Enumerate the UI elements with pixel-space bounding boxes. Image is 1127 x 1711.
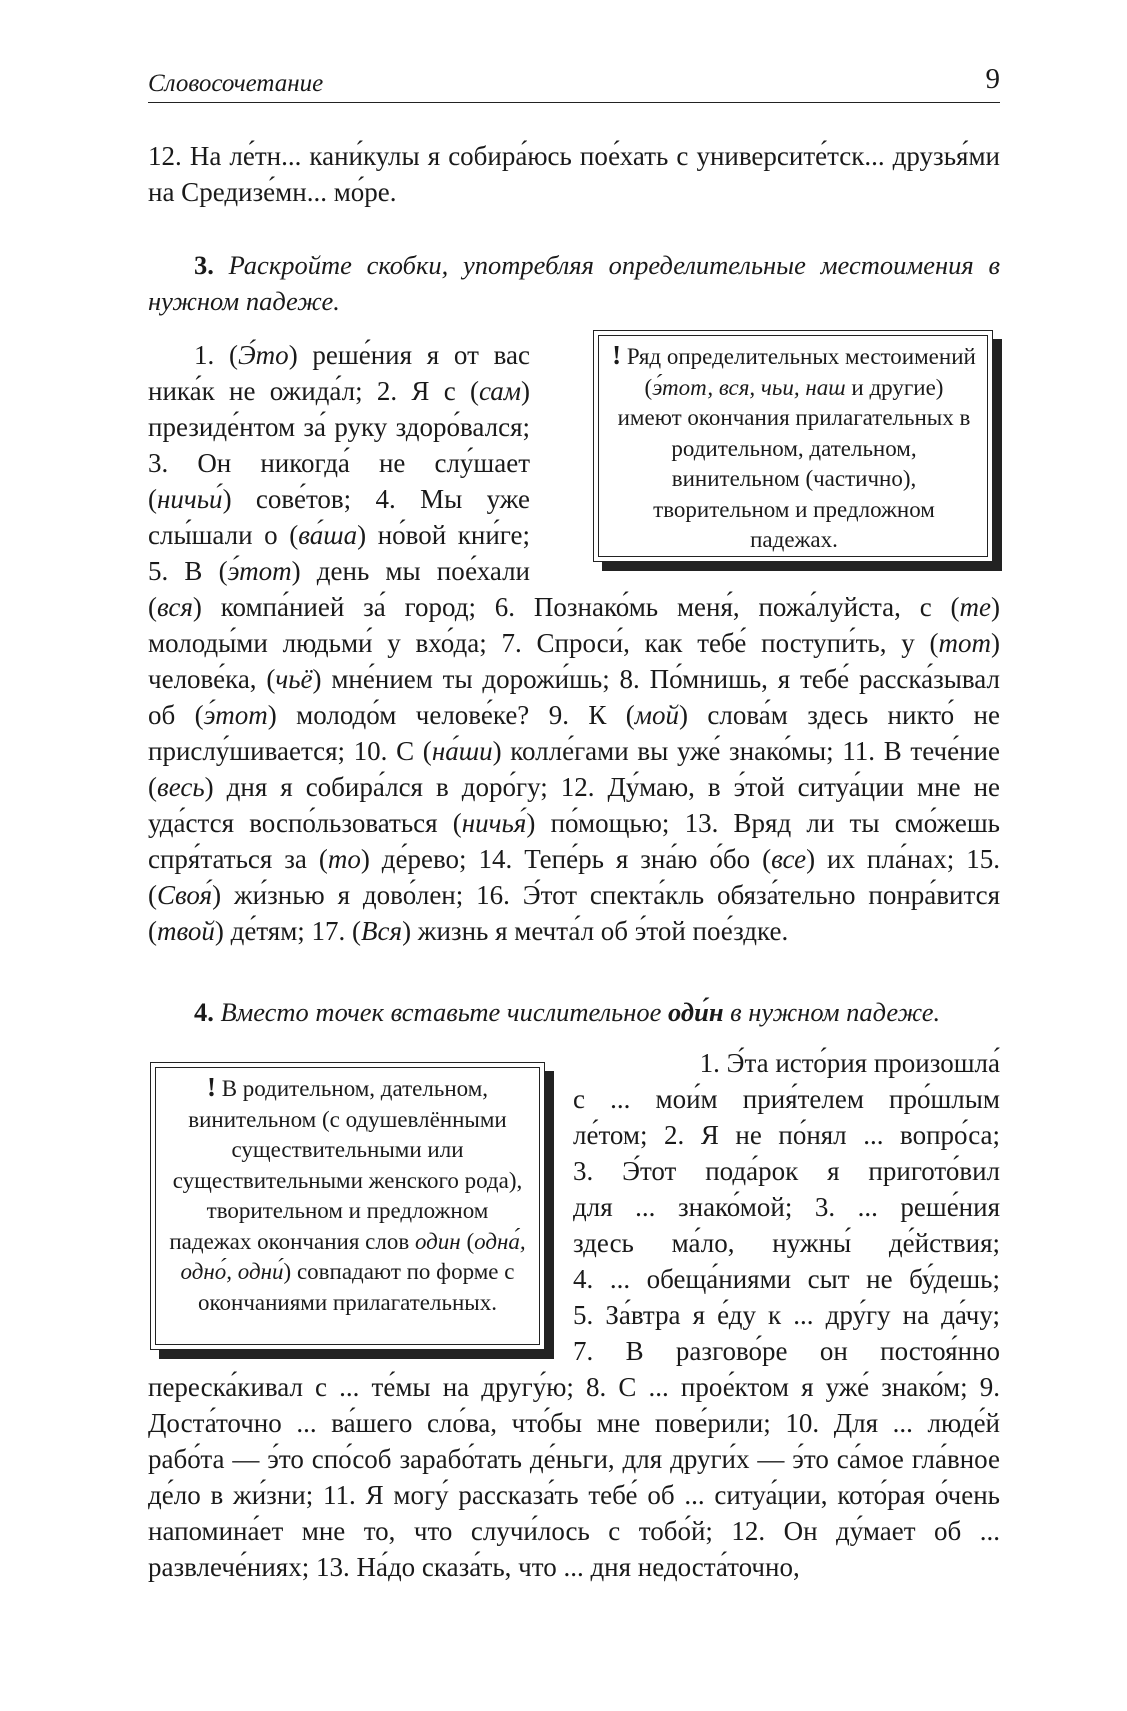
- task-3-number: 3.: [194, 250, 214, 280]
- exercise-3-paragraph: 1. (Э́то) реше́ния я от вас ника́к не ожида́л; 2. Я с (сам) президе́нтом за́ руку здоро́вался; 3. Он никогда́ не слу́шает (ничьи́) сове́тов; 4. Мы уже слы́шали о (ва́ша) но́вой кни́ге; 5. В (э́тот) день мы пое́хали (вся) компа́нией за́ город; 6. Познако́мь меня́, пожа́луйста, с (те) молоды́ми людьми́ у вхо́да; 7. Спроси́, как тебе́ поступи́ть, у (тот) челове́ка, (чьё) мне́нием ты дорожи́шь; 8. По́мнишь, я тебе́ расска́зывал об (э́тот) молодо́м челове́ке? 9. К (мой) слова́м здесь никто́ не прислу́шивается; 10. С (на́ши) колле́гами вы уже́ знако́мы; 11. В тече́ние (весь) дня я собира́лся в доро́гу; 12. Ду́маю, в э́той ситуа́ции мне не уда́стся воспо́льзоваться (ничья́) по́мощью; 13. Вряд ли ты смо́жешь спря́таться за (то) де́рево; 14. Тепе́рь я зна́ю о́бо (все) их пла́нах; 15. (Своя́) жи́знью я дово́лен; 16. Э́тот спекта́кль обяза́тельно понра́вится (твой) де́тям; 17. (Вся) жизнь я мечта́л об э́той пое́здке.: [148, 340, 1000, 946]
- note-2-text: ! В родительном, дательном, винительном (с одушевлёнными существительными или существительными женского рода), творительном и предложном падежах окончания слов один (одна́, одно́, одни́) совпадают по форме с окончаниями прилагательных.: [169, 1072, 526, 1315]
- sentence-12: 12. На ле́тн... кани́кулы я собира́юсь пое́хать с университе́тск... друзья́ми на Средизе́мн... мо́ре.: [148, 141, 1000, 207]
- task-4-number: 4.: [194, 997, 214, 1027]
- section-title: Словосочетание: [148, 70, 324, 97]
- exclamation-icon: !: [206, 1072, 216, 1102]
- task-3-instruction: [148, 247, 1000, 319]
- page-number: 9: [985, 63, 1000, 95]
- task-3-text: Раскройте скобки, употребляя определительные местоимения в нужном падеже.: [148, 250, 1000, 316]
- grammar-note-numeral: [150, 1062, 545, 1350]
- exclamation-icon: !: [612, 340, 622, 370]
- task-4-instruction: 4. Вместо точек вставьте числительное оди́н в нужном падеже.: [194, 997, 941, 1027]
- note-1-text: ! Ряд определительных местоимений (э́тот, вся, чьи, наш и другие) имеют окончания прилагательных в родительном, дательном, винительном (частично), творительном и предложном падежах.: [612, 340, 976, 552]
- exercise-4-continued: переска́кивал с ... те́мы на другу́ю; 8. С ... прое́ктом я уже́ знако́м; 9. Доста́точно ... ва́шего сло́ва, что́бы мне пове́рили; 10. Для ... люде́й рабо́та — э́то спо́соб зарабо́тать де́ньги, для други́х — э́то са́мое гла́вное де́ло в жи́зни; 11. Я могу́ рассказа́ть тебе́ об ... ситуа́ции, кото́рая о́чень напомина́ет мне то, что случи́лось с тобо́й; 12. Он ду́мает об ... развлече́ниях; 13. На́до сказа́ть, что ... дня недоста́точно,: [148, 1372, 1000, 1582]
- running-header: [148, 60, 1000, 103]
